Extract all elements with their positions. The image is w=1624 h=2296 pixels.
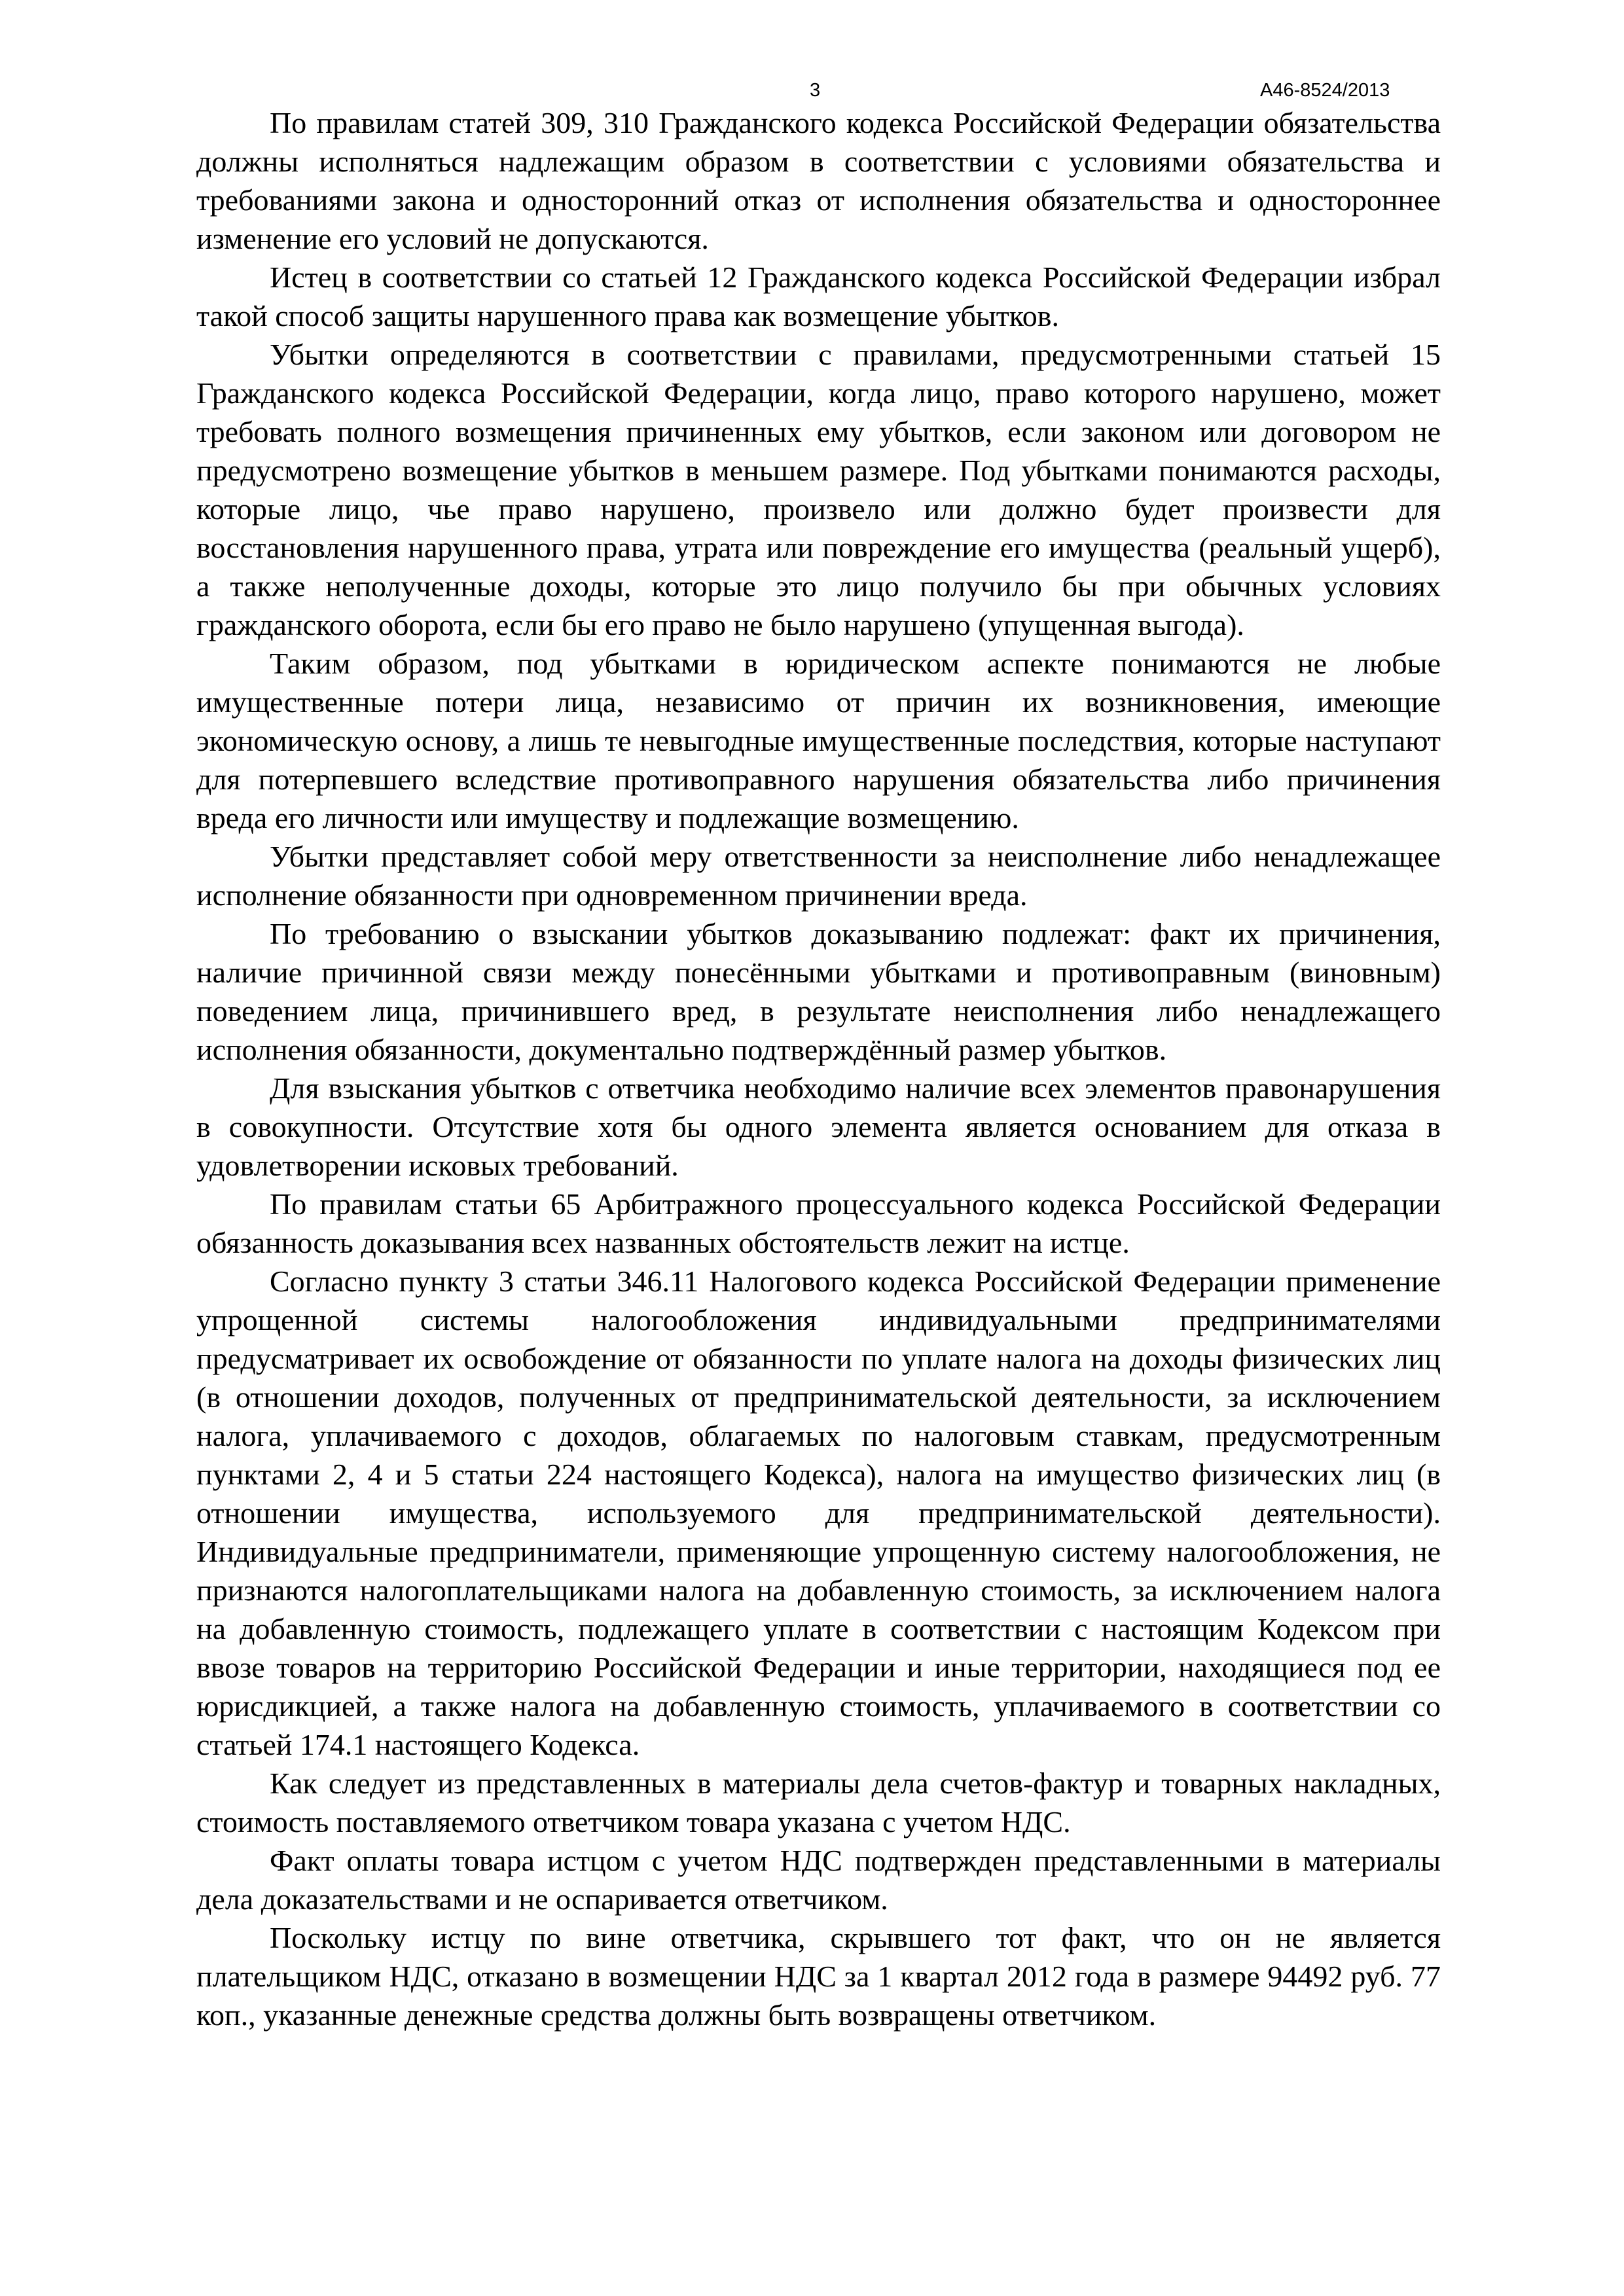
- paragraph: Истец в соответствии со статьей 12 Гражданского кодекса Российской Федерации избрал такой способ защиты нарушенного права как возмещение убытков.: [196, 260, 1441, 332]
- paragraph: Факт оплаты товара истцом с учетом НДС подтвержден представленными в материалы дела доказательствами и не оспаривается ответчиком.: [196, 1844, 1441, 1916]
- paragraph: Таким образом, под убытками в юридическом аспекте понимаются не любые имущественные потери лица, независимо от причин их возникновения, имеющие экономическую основу, а лишь те невыгодные имущественные последствия, которые наступают для потерпевшего вследствие противоправного нарушения обязательства либо причинения вреда его личности или имуществу и подлежащие возмещению.: [196, 647, 1441, 834]
- paragraph: Поскольку истцу по вине ответчика, скрывшего тот факт, что он не является плательщиком НДС, отказано в возмещении НДС за 1 квартал 2012 года в размере 94492 руб. 77 коп., указанные денежные средства должны быть возвращены ответчиком.: [196, 1921, 1441, 2032]
- paragraph: Как следует из представленных в материалы дела счетов-фактур и товарных накладных, стоимость поставляемого ответчиком товара указана с учетом НДС.: [196, 1767, 1441, 1839]
- page-number: 3: [810, 80, 821, 101]
- paragraph: По требованию о взыскании убытков доказыванию подлежат: факт их причинения, наличие причинной связи между понесёнными убытками и противоправным (виновным) поведением лица, причинившего вред, в результате неисполнения либо ненадлежащего исполнения обязанности, документально подтверждённый размер убытков.: [196, 917, 1441, 1066]
- paragraph: По правилам статьи 65 Арбитражного процессуального кодекса Российской Федерации обязанность доказывания всех названных обстоятельств лежит на истце.: [196, 1187, 1441, 1259]
- document-body: [196, 103, 1441, 2034]
- paragraph: Для взыскания убытков с ответчика необходимо наличие всех элементов правонарушения в совокупности. Отсутствие хотя бы одного элемента является основанием для отказа в удовлетворении исковых требований.: [196, 1071, 1441, 1182]
- case-number: А46-8524/2013: [1260, 80, 1390, 101]
- paragraph: Убытки представляет собой меру ответственности за неисполнение либо ненадлежащее исполнение обязанности при одновременном причинении вреда.: [196, 840, 1441, 912]
- paragraph: Убытки определяются в соответствии с правилами, предусмотренными статьей 15 Гражданского кодекса Российской Федерации, когда лицо, право которого нарушено, может требовать полного возмещения причиненных ему убытков, если законом или договором не предусмотрено возмещение убытков в меньшем размере. Под убытками понимаются расходы, которые лицо, чье право нарушено, произвело или должно будет произвести для восстановления нарушенного права, утрата или повреждение его имущества (реальный ущерб), а также неполученные доходы, которые это лицо получило бы при обычных условиях гражданского оборота, если бы его право не было нарушено (упущенная выгода).: [196, 338, 1441, 641]
- paragraph: Согласно пункту 3 статьи 346.11 Налогового кодекса Российской Федерации применение упрощенной системы налогообложения индивидуальными предпринимателями предусматривает их освобождение от обязанности по уплате налога на доходы физических лиц (в отношении доходов, полученных от предпринимательской деятельности, за исключением налога, уплачиваемого с доходов, облагаемых по налоговым ставкам, предусмотренным пунктами 2, 4 и 5 статьи 224 настоящего Кодекса), налога на имущество физических лиц (в отношении имущества, используемого для предпринимательской деятельности). Индивидуальные предприниматели, применяющие упрощенную систему налогообложения, не признаются налогоплательщиками налога на добавленную стоимость, за исключением налога на добавленную стоимость, подлежащего уплате в соответствии с настоящим Кодексом при ввозе товаров на территорию Российской Федерации и иные территории, находящиеся под ее юрисдикцией, а также налога на добавленную стоимость, уплачиваемого в соответствии со статьей 174.1 настоящего Кодекса.: [196, 1265, 1441, 1761]
- page-header: [0, 77, 1624, 103]
- paragraph: По правилам статей 309, 310 Гражданского кодекса Российской Федерации обязательства должны исполняться надлежащим образом в соответствии с условиями обязательства и требованиями закона и односторонний отказ от исполнения обязательства и одностороннее изменение его условий не допускаются.: [196, 106, 1441, 255]
